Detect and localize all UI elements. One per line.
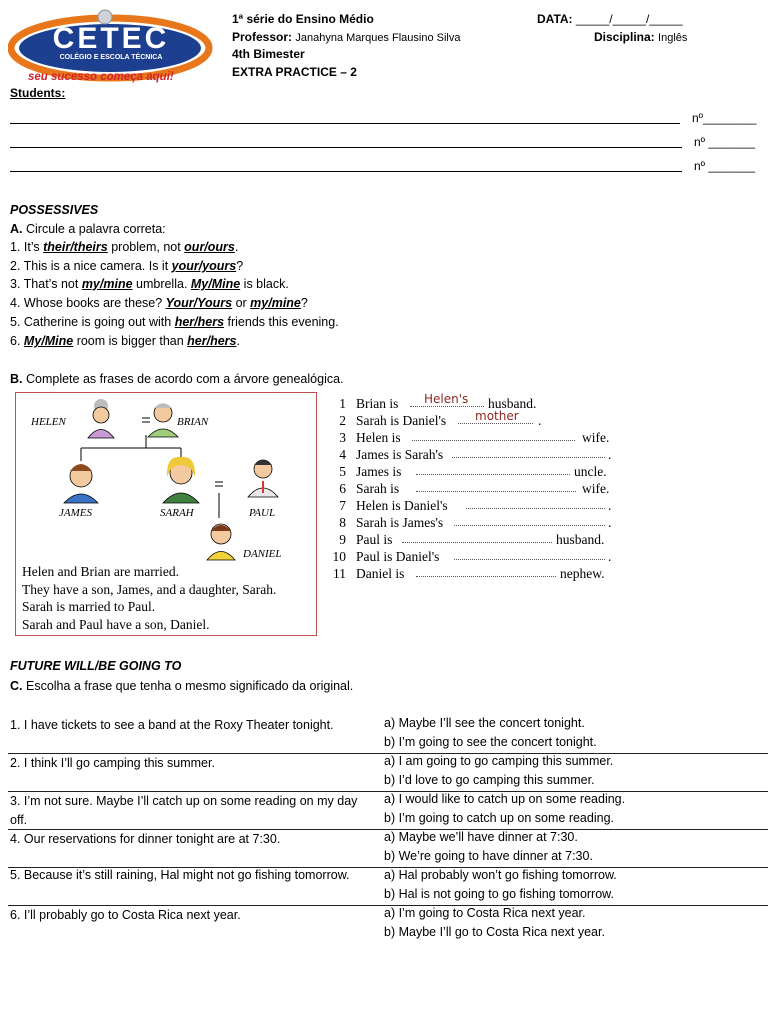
text: 2. This is a nice camera. Is it xyxy=(10,259,172,273)
exercise-b-item[interactable] xyxy=(330,409,615,430)
text: ? xyxy=(300,296,308,310)
item-prefix: Sarah is Daniel's xyxy=(356,413,447,428)
future-row-5 xyxy=(10,867,768,905)
handwritten-answer: Helen's xyxy=(424,392,469,406)
answer-blank[interactable] xyxy=(454,525,605,526)
item-number: 10 xyxy=(332,549,346,564)
choice[interactable]: her/hers xyxy=(187,334,237,348)
item-number: 2 xyxy=(339,413,346,428)
option-b[interactable]: b) I’m going to see the concert tonight. xyxy=(384,735,597,749)
logo-text: CETEC xyxy=(52,22,170,55)
item-prefix: Sarah is James's xyxy=(356,515,444,530)
choice[interactable]: My/Mine xyxy=(23,334,74,348)
answer-blank[interactable] xyxy=(454,559,605,560)
text: is black. xyxy=(240,277,289,291)
text: friends this evening. xyxy=(224,315,339,329)
item-suffix: uncle. xyxy=(574,464,607,479)
caption-line: They have a son, James, and a daughter, Sarah. xyxy=(22,581,277,597)
option-a[interactable]: a) Maybe I’ll see the concert tonight. xyxy=(384,716,585,730)
option-b[interactable]: b) I’m going to catch up on some reading. xyxy=(384,811,614,825)
item-suffix: . xyxy=(608,549,612,564)
future-row-2 xyxy=(10,753,768,791)
text: 5. Catherine is going out with xyxy=(10,315,175,329)
logo-subtitle: COLÉGIO E ESCOLA TÉCNICA xyxy=(59,54,163,61)
grade-label: 1ª série do Ensino Médio xyxy=(232,12,374,26)
item-prefix: James is Sarah's xyxy=(356,447,444,462)
choice[interactable]: my/mine xyxy=(81,277,133,291)
item-number: 5 xyxy=(339,464,346,479)
original-sentence: 6. I’ll probably go to Costa Rica next year. xyxy=(10,908,241,922)
text: 4. Whose books are these? xyxy=(10,296,166,310)
letter-c: C. xyxy=(10,679,23,693)
answer-blank[interactable] xyxy=(412,440,575,441)
original-sentence: 4. Our reservations for dinner tonight are at 7:30. xyxy=(10,832,281,846)
item-prefix: James is xyxy=(356,464,402,479)
item-number: 7 xyxy=(339,498,346,513)
possessive-item-6 xyxy=(10,334,240,348)
exercise-b-item[interactable] xyxy=(330,532,615,549)
tree-name-james: JAMES xyxy=(59,507,92,519)
family-tree-figure xyxy=(15,392,317,636)
exercise-b-item[interactable] xyxy=(330,515,615,532)
choice[interactable]: their/theirs xyxy=(43,240,108,254)
item-prefix: Sarah is xyxy=(356,481,400,496)
letter-a: A. xyxy=(10,222,23,236)
discipline-label: Disciplina: xyxy=(594,30,655,44)
tree-name-paul: PAUL xyxy=(249,507,276,519)
caption-line: Helen and Brian are married. xyxy=(22,564,180,579)
tree-name-brian: BRIAN xyxy=(177,416,209,428)
item-number: 9 xyxy=(339,532,346,547)
text: 6. xyxy=(10,334,24,348)
exercise-b-item[interactable] xyxy=(330,566,615,583)
exercise-b-item[interactable] xyxy=(330,481,615,498)
answer-blank[interactable] xyxy=(416,576,556,577)
instruction-c xyxy=(10,679,353,693)
caption-line: Sarah and Paul have a son, Daniel. xyxy=(22,616,210,632)
future-row-1 xyxy=(10,715,768,753)
option-b[interactable]: b) Hal is not going to go fishing tomorrow. xyxy=(384,887,614,901)
exercise-b-item[interactable] xyxy=(330,498,615,515)
item-suffix: . xyxy=(608,498,612,513)
tree-name-sarah: SARAH xyxy=(160,507,194,519)
option-b[interactable]: b) Maybe I’ll go to Costa Rica next year. xyxy=(384,925,605,939)
original-sentence: 5. Because it’s still raining, Hal might not go fishing tomorrow. xyxy=(10,868,350,882)
original-sentence: 3. I’m not sure. Maybe I’ll catch up on some reading on my day off. xyxy=(10,794,358,827)
number-field: nº _______ xyxy=(694,135,756,149)
answer-blank[interactable] xyxy=(452,457,605,458)
original-sentence: 2. I think I’ll go camping this summer. xyxy=(10,756,215,770)
name-underline xyxy=(10,147,682,148)
item-suffix: . xyxy=(608,447,612,462)
discipline-value: Inglês xyxy=(658,32,688,44)
exercise-b-item[interactable] xyxy=(330,392,615,413)
option-b[interactable]: b) We’re going to have dinner at 7:30. xyxy=(384,849,593,863)
date-label: DATA: xyxy=(537,12,573,26)
item-number: 11 xyxy=(333,566,346,581)
option-a[interactable]: a) I would like to catch up on some reading. xyxy=(384,792,626,806)
choice[interactable]: her/hers xyxy=(174,315,225,329)
professor-line xyxy=(232,30,460,44)
text: umbrella. xyxy=(132,277,191,291)
answer-blank[interactable] xyxy=(458,423,533,424)
item-suffix: husband. xyxy=(556,532,605,547)
text: room is bigger than xyxy=(73,334,188,348)
section-title-possessives: POSSESSIVES xyxy=(10,203,99,217)
item-suffix: . xyxy=(538,413,542,428)
text: 3. That’s not xyxy=(10,277,82,291)
number-field: nº _______ xyxy=(694,159,756,173)
option-b[interactable]: b) I’d love to go camping this summer. xyxy=(384,773,595,787)
item-suffix: nephew. xyxy=(560,566,605,581)
students-label: Students: xyxy=(10,86,66,100)
instruction-a xyxy=(10,222,166,236)
text: ? xyxy=(236,259,244,273)
section-title-future: FUTURE WILL/BE GOING TO xyxy=(10,659,182,673)
item-prefix: Paul is Daniel's xyxy=(356,549,440,564)
option-a[interactable]: a) Hal probably won’t go fishing tomorrow. xyxy=(384,868,617,882)
handwritten-answer: mother xyxy=(475,409,519,423)
item-number: 4 xyxy=(339,447,346,462)
text: . xyxy=(234,240,239,254)
item-prefix: Helen is xyxy=(356,430,401,445)
item-number: 8 xyxy=(339,515,346,530)
possessive-item-4 xyxy=(10,296,308,310)
choice[interactable]: Your/Yours xyxy=(165,296,233,310)
possessive-item-2 xyxy=(10,259,243,273)
exercise-b-item[interactable] xyxy=(330,430,615,447)
item-suffix: husband. xyxy=(488,396,537,411)
answer-blank[interactable] xyxy=(416,474,570,475)
answer-blank[interactable] xyxy=(466,508,605,509)
professor-label: Professor: xyxy=(232,30,293,44)
exercise-b-item[interactable] xyxy=(330,549,615,566)
date-blank: _____/_____/_____ xyxy=(575,12,683,26)
choice[interactable]: my/mine xyxy=(250,296,301,310)
instruction-b-text: Complete as frases de acordo com a árvore genealógica. xyxy=(25,372,344,386)
text: or xyxy=(232,296,251,310)
possessive-item-3 xyxy=(10,277,289,291)
item-number: 1 xyxy=(339,396,346,411)
future-row-4 xyxy=(10,829,768,867)
answer-blank[interactable] xyxy=(416,491,576,492)
tree-name-daniel: DANIEL xyxy=(243,548,282,560)
exercise-b-item[interactable] xyxy=(330,464,615,481)
number-field: nº________ xyxy=(692,111,757,125)
item-prefix: Helen is Daniel's xyxy=(356,498,448,513)
option-a[interactable]: a) Maybe we’ll have dinner at 7:30. xyxy=(384,830,578,844)
bimester-label: 4th Bimester xyxy=(232,47,305,61)
future-row-6 xyxy=(10,905,768,943)
item-prefix: Brian is xyxy=(356,396,399,411)
exercise-b-item[interactable] xyxy=(330,447,615,464)
item-prefix: Daniel is xyxy=(356,566,405,581)
name-underline xyxy=(10,123,680,124)
possessive-item-5 xyxy=(10,315,339,329)
possessive-item-1 xyxy=(10,240,238,254)
choice[interactable]: our/ours xyxy=(184,240,235,254)
item-suffix: . xyxy=(608,515,612,530)
item-suffix: wife. xyxy=(582,481,610,496)
professor-name: Janahyna Marques Flausino Silva xyxy=(295,32,461,44)
instruction-b xyxy=(10,372,344,386)
instruction-a-text: Circule a palavra correta: xyxy=(25,222,166,236)
discipline-line xyxy=(594,30,687,44)
school-logo xyxy=(8,8,213,88)
item-number: 6 xyxy=(339,481,346,496)
text: . xyxy=(236,334,240,348)
date-field xyxy=(537,12,683,26)
letter-b: B. xyxy=(10,372,23,386)
option-a[interactable]: a) I’m going to Costa Rica next year. xyxy=(384,906,586,920)
choice[interactable]: your/yours xyxy=(171,259,237,273)
text: problem, not xyxy=(107,240,185,254)
caption-line: Sarah is married to Paul. xyxy=(22,599,156,614)
instruction-c-text: Escolha a frase que tenha o mesmo significado da original. xyxy=(25,679,354,693)
item-prefix: Paul is xyxy=(356,532,393,547)
tree-caption xyxy=(22,563,276,633)
answer-blank[interactable] xyxy=(410,406,484,407)
answer-blank[interactable] xyxy=(402,542,552,543)
practice-title: EXTRA PRACTICE – 2 xyxy=(232,65,357,79)
item-suffix: wife. xyxy=(582,430,610,445)
item-number: 3 xyxy=(339,430,346,445)
name-underline xyxy=(10,171,682,172)
text: 1. It’s xyxy=(10,240,44,254)
tree-name-helen: HELEN xyxy=(31,416,66,428)
choice[interactable]: My/Mine xyxy=(190,277,241,291)
future-row-3 xyxy=(10,791,768,829)
logo-slogan: seu sucesso começa aqui! xyxy=(28,71,174,83)
original-sentence: 1. I have tickets to see a band at the Roxy Theater tonight. xyxy=(10,718,334,732)
option-a[interactable]: a) I am going to go camping this summer. xyxy=(384,754,614,768)
